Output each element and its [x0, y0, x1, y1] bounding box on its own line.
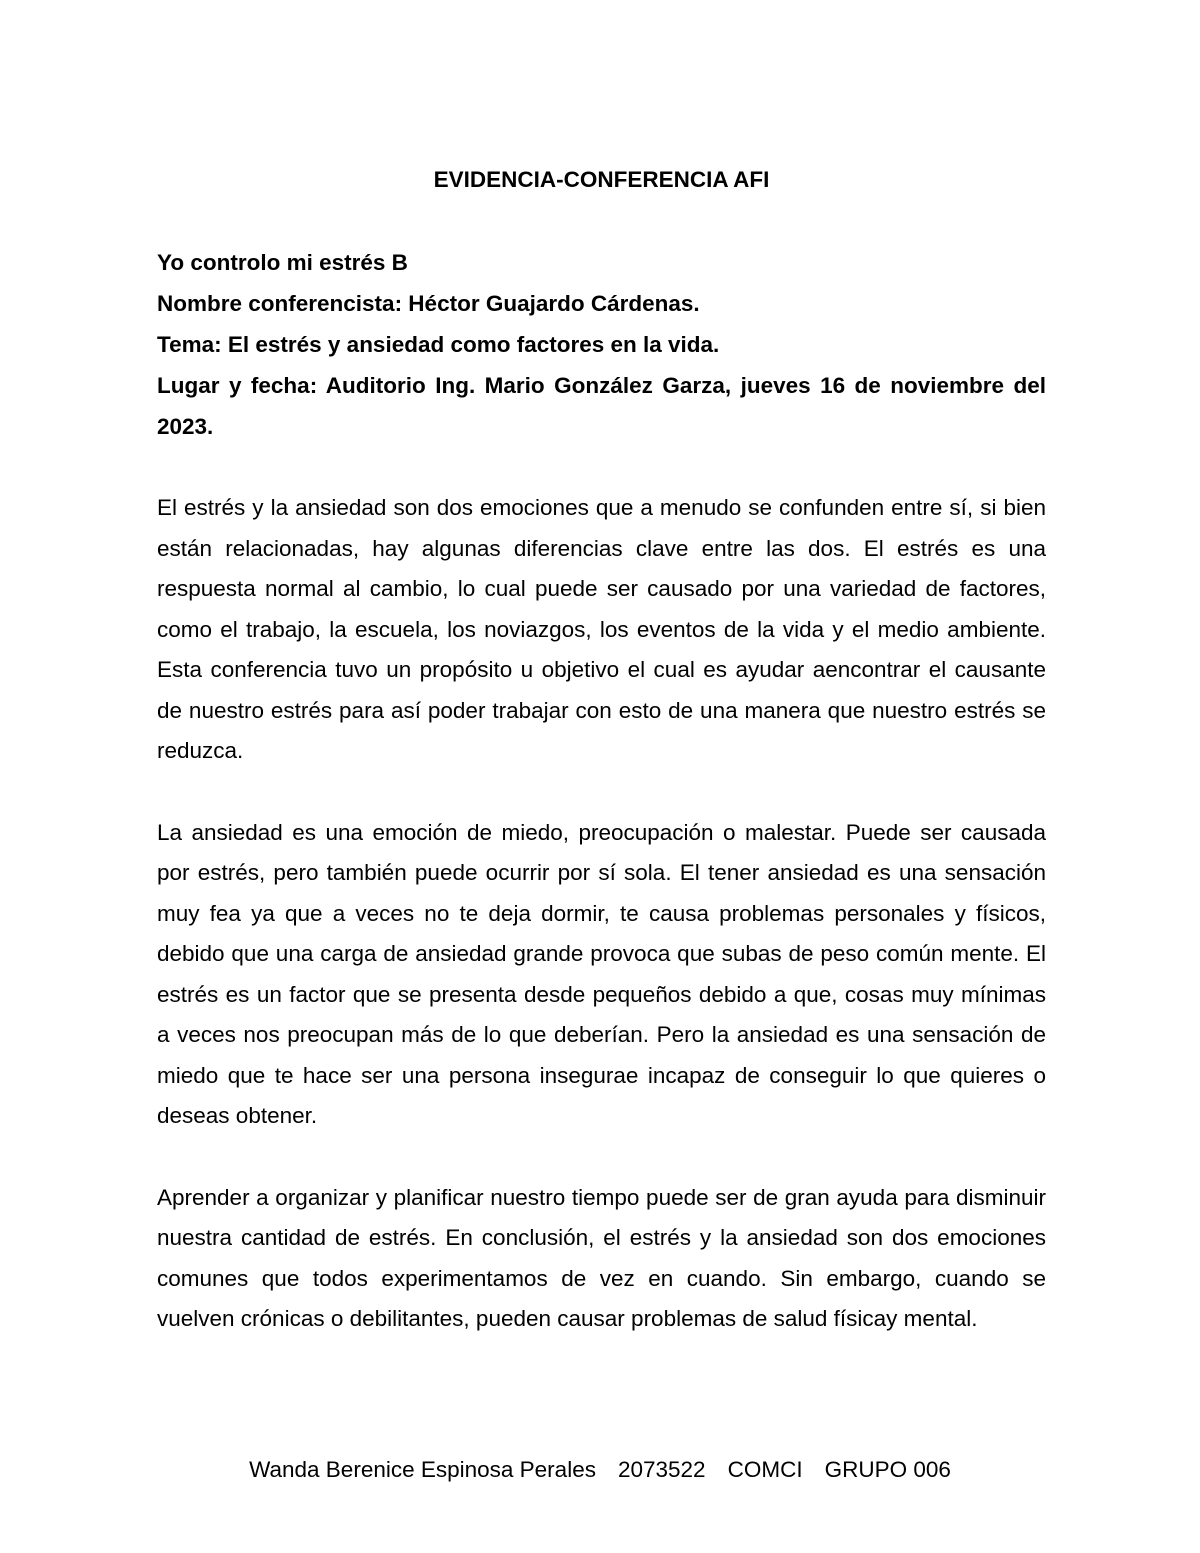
- speaker-name: Nombre conferencista: Héctor Guajardo Cárdenas.: [157, 291, 700, 316]
- place-and-date: Lugar y fecha: Auditorio Ing. Mario González Garza, jueves 16 de noviembre del 2023.: [157, 373, 1046, 439]
- page-footer: [0, 1455, 1200, 1485]
- event-name: Yo controlo mi estrés B: [157, 250, 408, 275]
- footer-group: GRUPO 006: [824, 1457, 951, 1482]
- paragraph-2: La ansiedad es una emoción de miedo, preocupación o malestar. Puede ser causada por estrés, pero también puede ocurrir por sí sola. El tener ansiedad es una sensación muy fea ya que a veces no te deja dormir, te causa problemas personales y físicos, debido que una carga de ansiedad grande provoca que subas de peso común mente. El estrés es un factor que se presenta desde pequeños debido a que, cosas muy mínimas a veces nos preocupan más de lo que deberían. Pero la ansiedad es una sensación de miedo que te hace ser una persona insegurae incapaz de conseguir lo que quieres o deseas obtener.: [157, 819, 1046, 1128]
- document-title: EVIDENCIA-CONFERENCIA AFI: [433, 167, 770, 192]
- paragraph-3: Aprender a organizar y planificar nuestro tiempo puede ser de gran ayuda para disminuir nuestra cantidad de estrés. En conclusión, el estrés y la ansiedad son dos emociones comunes que todos experimentamos de vez en cuando. Sin embargo, cuando se vuelven crónicas o debilitantes, pueden causar problemas de salud físicay mental.: [157, 1184, 1046, 1331]
- topic: Tema: El estrés y ansiedad como factores en la vida.: [157, 332, 720, 357]
- paragraph-1: El estrés y la ansiedad son dos emociones que a menudo se confunden entre sí, si bien están relacionadas, hay algunas diferencias clave entre las dos. El estrés es una respuesta normal al cambio, lo cual puede ser causado por una variedad de factores, como el trabajo, la escuela, los noviazgos, los eventos de la vida y el medio ambiente. Esta conferencia tuvo un propósito u objetivo el cual es ayudar aencontrar el causante de nuestro estrés para así poder trabajar con esto de una manera que nuestro estrés se reduzca.: [157, 495, 1046, 763]
- footer-student-id: 2073522: [617, 1457, 706, 1482]
- document-body: [157, 158, 1046, 1340]
- footer-program: COMCI: [727, 1457, 803, 1482]
- footer-student-name: Wanda Berenice Espinosa Perales: [249, 1457, 596, 1482]
